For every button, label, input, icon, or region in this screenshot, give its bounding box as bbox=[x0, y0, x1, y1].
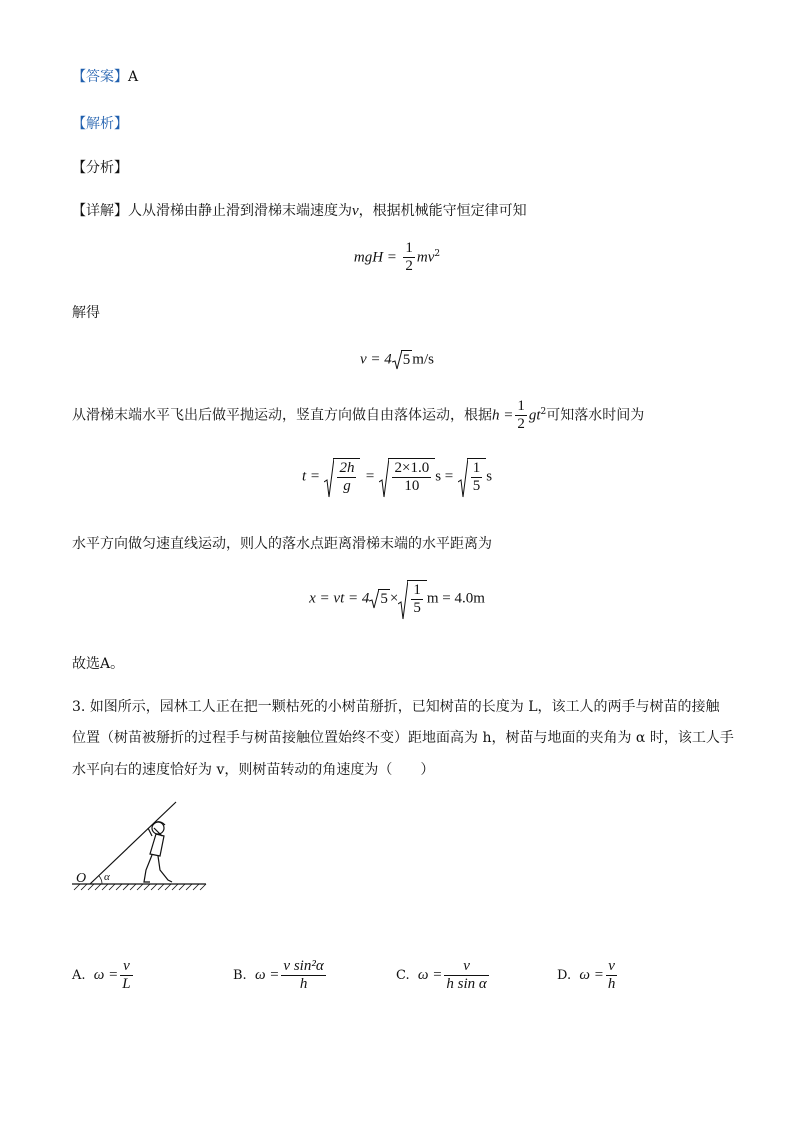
conclusion: 故选A。 bbox=[72, 656, 125, 672]
half-den: 2 bbox=[517, 416, 525, 432]
equation-time bbox=[0, 458, 794, 495]
option-a-den: L bbox=[122, 976, 131, 992]
eq4-num: 1 bbox=[413, 582, 421, 598]
eq2-radicand: 5 bbox=[402, 352, 411, 368]
figure-label-alpha: α bbox=[104, 871, 110, 883]
option-b[interactable] bbox=[233, 958, 328, 993]
option-c-label: C. bbox=[396, 968, 410, 983]
eq1-fraction bbox=[403, 240, 415, 275]
eq3-sqrt-b bbox=[379, 458, 435, 495]
solve-label: 解得 bbox=[72, 305, 100, 321]
eq1-left: mgH = bbox=[353, 249, 397, 266]
eq3-s1: s = bbox=[435, 468, 454, 485]
option-a[interactable] bbox=[72, 958, 135, 993]
worker-figure bbox=[70, 798, 210, 894]
detail-text-2: ，根据机械能守恒定律可知 bbox=[358, 203, 527, 219]
velocity-symbol: v bbox=[352, 203, 359, 219]
eq3-a-den: g bbox=[343, 478, 351, 494]
eq3-sqrt-c bbox=[458, 458, 487, 495]
option-d-den: h bbox=[607, 976, 616, 992]
eq3-c-den: 5 bbox=[472, 478, 481, 494]
eq1-num: 1 bbox=[405, 240, 413, 256]
detail-line bbox=[72, 200, 527, 220]
question-line-2: 位置（树苗被掰折的过程手与树苗接触位置始终不变）距地面高为 h，树苗与地面的夹角为 α 时，该工人手 bbox=[72, 730, 734, 746]
eq4-radicand: 5 bbox=[380, 591, 388, 607]
option-a-lhs: ω = bbox=[93, 967, 119, 983]
figure-label-o: O bbox=[76, 871, 87, 886]
option-d-label: D. bbox=[557, 968, 572, 983]
angle-arc bbox=[99, 876, 102, 884]
eq4-times: × bbox=[389, 590, 399, 607]
eq4-den: 5 bbox=[413, 600, 421, 616]
half-fraction bbox=[515, 398, 527, 433]
eq2-unit: m/s bbox=[412, 351, 434, 368]
detail-text-4: 可知落水时间为 bbox=[546, 407, 645, 424]
eq3-sqrt-a bbox=[324, 458, 360, 495]
eq3-t: t = bbox=[301, 468, 320, 485]
gt-exp: 2 bbox=[540, 406, 547, 417]
eq2-sqrt bbox=[392, 350, 413, 369]
option-b-den: h bbox=[299, 976, 308, 992]
answer-value: A bbox=[128, 69, 139, 85]
option-d[interactable] bbox=[557, 958, 619, 993]
equation-distance bbox=[0, 580, 794, 617]
eq3-a-num: 2h bbox=[339, 460, 355, 476]
option-a-num: v bbox=[120, 958, 132, 976]
option-c-num: v bbox=[444, 958, 488, 976]
eq1-right: mv bbox=[416, 249, 435, 266]
eq1-den: 2 bbox=[405, 258, 413, 274]
worker-icon bbox=[144, 822, 172, 882]
eq3-s2: s bbox=[486, 468, 493, 485]
half-num: 1 bbox=[517, 398, 525, 414]
question-line-3: 水平向右的速度恰好为 v，则树苗转动的角速度为（ ） bbox=[72, 762, 435, 778]
analysis-tag: 【解析】 bbox=[72, 116, 128, 132]
h-eq: h = bbox=[492, 407, 514, 424]
option-d-lhs: ω = bbox=[579, 967, 604, 983]
horizontal-motion-line: 水平方向做匀速直线运动，则人的落水点距离滑梯末端的水平距离为 bbox=[72, 536, 492, 552]
fenxi-tag: 【分析】 bbox=[72, 160, 128, 176]
projectile-line bbox=[72, 398, 644, 433]
equation-velocity bbox=[0, 350, 794, 369]
option-b-lhs: ω = bbox=[254, 967, 280, 983]
detail-text-1: 人从滑梯由静止滑到滑梯末端速度为 bbox=[128, 203, 352, 219]
eq1-exp: 2 bbox=[434, 248, 441, 259]
option-c-lhs: ω = bbox=[417, 967, 443, 983]
ground-hatching bbox=[74, 884, 206, 890]
eq4-sqrt-a bbox=[369, 589, 390, 608]
option-b-label: B. bbox=[233, 968, 247, 983]
equation-energy bbox=[0, 240, 794, 275]
detail-text-3: 从滑梯末端水平飞出后做平抛运动，竖直方向做自由落体运动，根据 bbox=[72, 407, 492, 424]
eq4-right: m = 4.0m bbox=[426, 590, 485, 607]
answer-line bbox=[72, 66, 138, 86]
gt-symbol: gt bbox=[528, 407, 541, 424]
eq4-sqrt-b bbox=[398, 580, 427, 617]
detail-tag: 【详解】 bbox=[72, 203, 128, 219]
eq3-equals: = bbox=[364, 468, 376, 485]
answer-tag: 【答案】 bbox=[72, 69, 128, 85]
eq3-c-num: 1 bbox=[472, 460, 481, 476]
option-b-num: v sin²α bbox=[283, 958, 324, 974]
option-c[interactable] bbox=[396, 958, 491, 993]
eq3-b-den: 10 bbox=[404, 478, 420, 494]
option-a-label: A. bbox=[72, 968, 86, 983]
eq3-b-num: 2×1.0 bbox=[394, 460, 430, 476]
question-line-1: 3. 如图所示，园林工人正在把一颗枯死的小树苗掰折，已知树苗的长度为 L，该工人的两手与树苗的接触 bbox=[72, 699, 720, 715]
option-d-num: v bbox=[606, 958, 618, 976]
eq4-left: x = vt = 4 bbox=[309, 590, 370, 607]
option-c-den: h sin α bbox=[446, 976, 487, 992]
eq2-left: v = 4 bbox=[360, 351, 392, 368]
